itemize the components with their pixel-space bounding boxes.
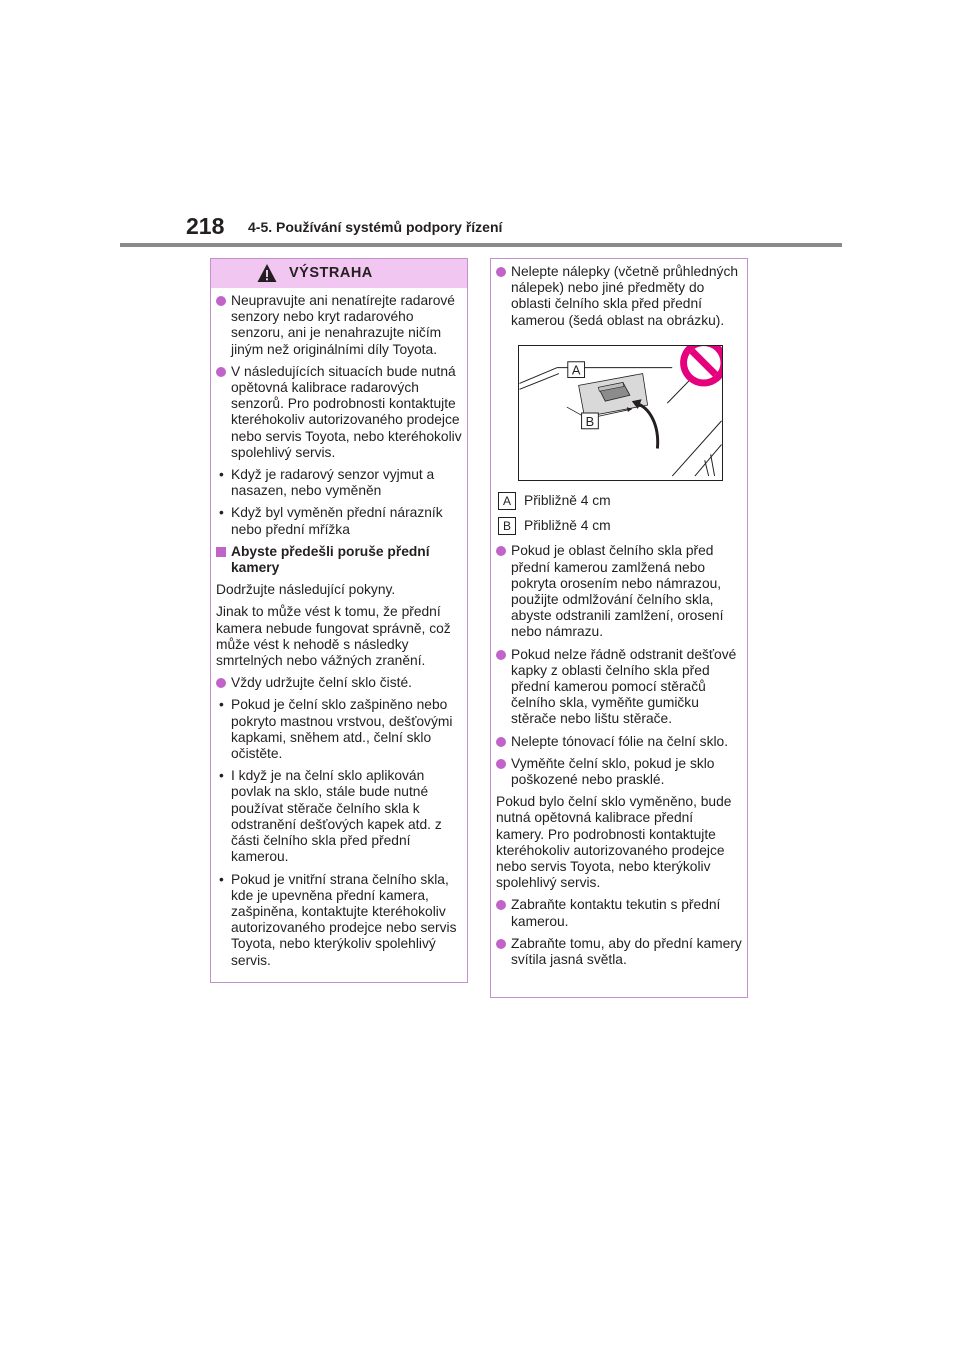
- paragraph: Jinak to může vést k tomu, že přední kamera nebude fungovat správně, což může vést k nehodě s následky smrtelných nebo vážných zranění.: [216, 604, 451, 669]
- note-dot-item: Pokud nelze řádně odstranit dešťové kapky z oblasti čelního skla před přední kamerou pomocí stěračů čelního skla, vyměňte gumičku stěrače nebo lištu stěrače.: [496, 647, 743, 728]
- bullet-icon: •: [219, 871, 224, 887]
- bullet-icon: •: [219, 505, 224, 521]
- figure-label-b: B: [585, 413, 595, 429]
- intro-text: Nelepte nálepky (včetně průhledných nálepek) nebo jiné předměty do oblasti čelního skla před přední kamerou (šedá oblast na obrázku).: [511, 264, 739, 328]
- sub-bullet-item: [216, 697, 463, 762]
- subheading: Abyste předešli poruše přední kamery: [216, 544, 463, 576]
- caption-key-label: B: [498, 517, 516, 535]
- sub-bullet-item: [216, 872, 463, 969]
- bullet-icon: •: [219, 768, 224, 784]
- camera-area-illustration: [518, 345, 723, 481]
- sub-bullet-item: [216, 768, 463, 865]
- right-content: [491, 259, 747, 968]
- sub-bullet-item: [216, 505, 463, 537]
- warning-dot-item: V následujících situacích bude nutná opětovná kalibrace radarových senzorů. Pro podrobnosti kontaktujte kteréhokoliv autorizovaného prodejce nebo servis Toyota, nebo kteréhokoliv spolehlivý servis.: [216, 364, 463, 461]
- item-text: Pokud je čelní sklo zašpiněno nebo pokryto mastnou vrstvou, dešťovými kapkami, sněhem atd., čelní sklo očistěte.: [231, 697, 453, 762]
- warning-box: [210, 258, 468, 983]
- warning-content: [211, 288, 467, 969]
- warning-header: [211, 259, 467, 288]
- caption-key-label: A: [498, 492, 516, 510]
- figure-label-a: A: [571, 362, 581, 378]
- bullet-icon: •: [219, 467, 224, 483]
- caption-text: Přibližně 4 cm: [524, 493, 611, 509]
- item-text: I když je na čelní sklo aplikován povlak na sklo, stále bude nutné používat stěrače čelního skla k odstranění dešťových kapek atd. z části čelního skla před přední kamerou.: [231, 768, 442, 865]
- warning-title: VÝSTRAHA: [289, 265, 373, 281]
- paragraph: Pokud bylo čelní sklo vyměněno, bude nutná opětovná kalibrace přední kamery. Pro podrobnosti kontaktujte kteréhokoliv autorizovaného prodejce nebo servis Toyota, nebo kterýkoliv spolehlivý servis.: [496, 794, 732, 891]
- section-title: 4-5. Používání systémů podpory řízení: [248, 219, 503, 235]
- sub-bullet-item: [216, 467, 463, 499]
- note-dot-item: Zabraňte kontaktu tekutin s přední kamerou.: [496, 897, 743, 929]
- warning-dot-item: Neupravujte ani nenatírejte radarové senzory nebo kryt radarového senzoru, ani je nenahrazujte ničím jiným než originálními díly Toyota.: [216, 293, 463, 358]
- note-dot-item: Vyměňte čelní sklo, pokud je sklo poškozené nebo prasklé.: [496, 756, 743, 788]
- figure-caption: [496, 518, 743, 534]
- note-dot-item: Nelepte tónovací fólie na čelní sklo.: [496, 734, 743, 750]
- header-rule: [120, 243, 842, 247]
- note-dot-item: Pokud je oblast čelního skla před přední kamerou zamlžená nebo pokryta orosením nebo námrazou, použijte odmlžování čelního skla, abyste odstranili zamlžení, orosení nebo námrazu.: [496, 543, 743, 640]
- warning-icon: [257, 263, 277, 283]
- item-text: Když byl vyměněn přední nárazník nebo přední mřížka: [231, 505, 443, 537]
- bullet-icon: •: [219, 697, 224, 713]
- item-text: Pokud je vnitřní strana čelního skla, kde je upevněna přední kamera, zašpiněna, kontaktujte kteréhokoliv autorizovaného prodejce nebo servis Toyota, nebo kterýkoliv spolehlivý servis.: [231, 871, 457, 968]
- caption-text: Přibližně 4 cm: [524, 518, 611, 534]
- item-text: Když je radarový senzor vyjmut a nasazen, nebo vyměněn: [231, 467, 435, 499]
- paragraph: Dodržujte následující pokyny.: [216, 582, 396, 598]
- right-column-box: [490, 258, 748, 998]
- warning-dot-item: Vždy udržujte čelní sklo čisté.: [216, 675, 463, 691]
- note-dot-item: Zabraňte tomu, aby do přední kamery svítila jasná světla.: [496, 936, 743, 968]
- page-number: 218: [186, 213, 225, 239]
- figure-caption: [496, 493, 743, 509]
- intro-item: [496, 264, 743, 329]
